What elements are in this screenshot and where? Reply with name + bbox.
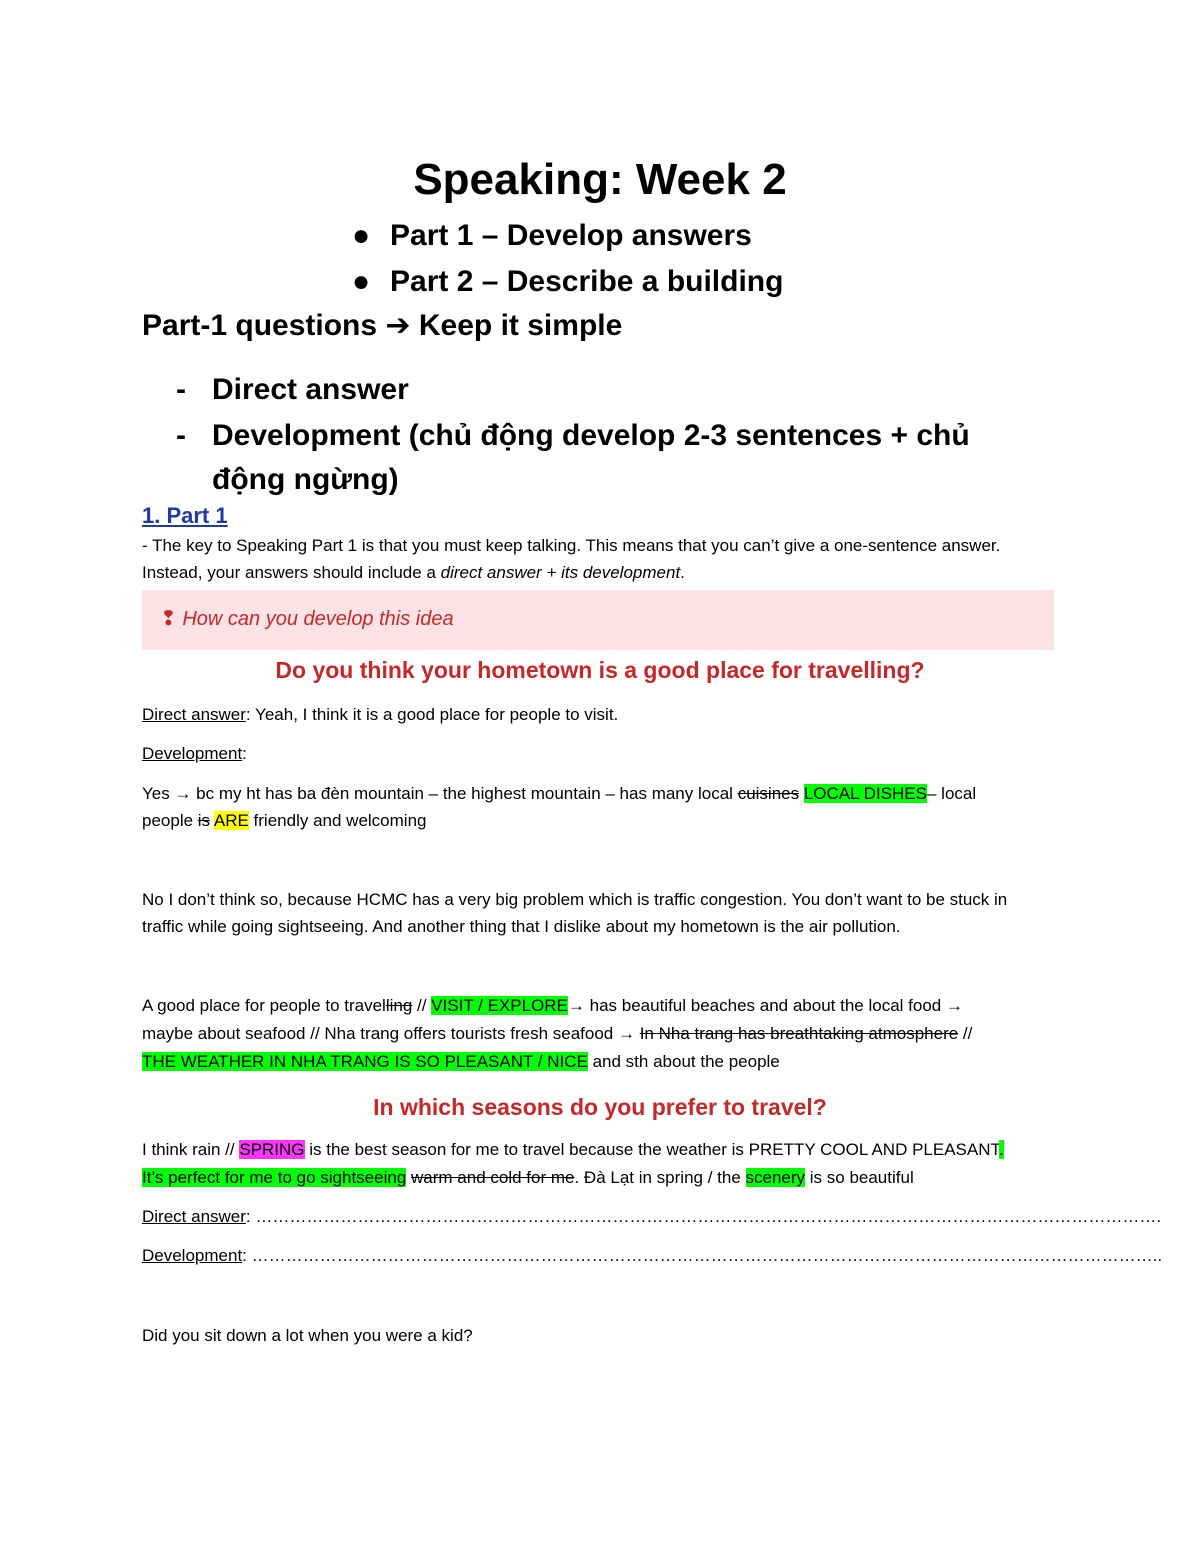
dash-marker: - [176,373,186,406]
question-2: In which seasons do you prefer to travel? [373,1094,827,1120]
text: people [142,811,198,830]
callout-text: How can you develop this idea [182,608,454,630]
development-label: Development [142,744,243,763]
highlight-green: . [999,1140,1004,1159]
bullet-item-part1 [352,216,752,256]
highlight-yellow: ARE [213,811,249,830]
blank-direct-answer [142,1203,1161,1230]
dash-item-development [176,414,970,458]
answer-blank: : ……………………………………………………………………………………………………………………………………………. [245,1207,1162,1226]
highlight-green: THE WEATHER IN NHA TRANG IS SO PLEASANT / NICE [142,1052,588,1071]
no-para-line-1: No I don’t think so, because HCMC has a very big problem which is traffic congestion. You don’t want to be stuck in [142,890,1008,909]
intro-text: Instead, your answers should include a [142,563,441,582]
text: I think rain // [142,1140,240,1159]
yes-line-2 [142,807,426,834]
intro-line-1: - The key to Speaking Part 1 is that you must keep talking. This means that you can’t give a one-sentence answer. [142,536,1001,555]
callout-box [142,590,1054,650]
spring-line-2 [142,1164,914,1191]
highlight-green: VISIT / EXPLORE [431,996,568,1015]
part1-questions-heading [142,306,622,346]
text: – local [926,784,977,803]
bullet-icon: ● [352,219,371,252]
dash-item-direct-answer [176,368,409,412]
yes-line-1 [142,780,976,807]
struck-text: ling [385,996,413,1015]
good-place-line-2 [142,1020,972,1047]
struck-text: is [197,811,211,830]
text: friendly and welcoming [248,811,427,830]
direct-answer-line [142,701,618,728]
good-place-line-1 [142,992,963,1019]
direct-answer-label: Direct answer [142,1207,246,1226]
highlight-green: scenery [745,1168,806,1187]
arrow-right-icon: ➔ [385,309,411,342]
highlight-magenta: SPRING [239,1140,305,1159]
answer-blank: : …………………………………………………………………………………………………………………………………………….. [242,1246,1163,1265]
text: is so beautiful [805,1168,914,1187]
heading-right: Keep it simple [418,309,623,342]
no-para-line-2: traffic while going sightseeing. And another thing that I dislike about my hometown is the air pollution. [142,917,901,936]
text: . Đà Lạt in spring / the [574,1168,746,1187]
spring-line-1 [142,1136,1004,1163]
dash-text: Direct answer [212,373,409,406]
dash-marker: - [176,419,186,452]
text: is the best season for me to travel because the weather is PRETTY COOL AND PLEASANT [304,1140,999,1159]
text: and sth about the people [587,1052,780,1071]
bullet-text: Part 1 – Develop answers [390,219,752,252]
text: maybe about seafood // Nha trang offers tourists fresh seafood → [142,1024,640,1043]
section-title-part1: 1. Part 1 [142,503,228,528]
bullet-item-part2 [352,262,783,302]
heading-left: Part-1 questions [142,309,378,342]
text: // [412,996,432,1015]
question-3: Did you sit down a lot when you were a kid? [142,1326,473,1345]
dash-text: Development (chủ động develop 2-3 sentences + chủ [212,419,970,452]
colon: : [242,744,247,763]
direct-answer-text: : Yeah, I think it is a good place for people to visit. [245,705,619,724]
intro-line-2 [142,559,685,586]
struck-text: cuisines [737,784,800,803]
highlight-green: It’s perfect for me to go sightseeing [142,1168,407,1187]
development-line [142,740,247,767]
intro-period: . [680,563,685,582]
intro-emphasis: direct answer + its development [440,563,681,582]
text: Yes → bc my ht has ba đèn mountain – the highest mountain – has many local [142,784,738,803]
text: → has beautiful beaches and about the local food → [567,996,963,1015]
exclamation-icon: ❢ [160,608,177,630]
blank-development [142,1242,1162,1269]
bullet-icon: ● [352,265,371,298]
good-place-line-3 [142,1048,780,1075]
highlight-green: LOCAL DISHES [803,784,927,803]
bullet-text: Part 2 – Describe a building [390,265,784,298]
text: // [958,1024,973,1043]
struck-text: warm and cold for me [411,1168,575,1187]
question-1: Do you think your hometown is a good place for travelling? [275,657,925,683]
development-label: Development [142,1246,243,1265]
text: A good place for people to travel [142,996,386,1015]
struck-text: In Nha trang has breathtaking atmosphere [639,1024,959,1043]
dash-item-development-cont: động ngừng) [212,463,399,496]
direct-answer-label: Direct answer [142,705,246,724]
page-title: Speaking: Week 2 [413,155,787,204]
